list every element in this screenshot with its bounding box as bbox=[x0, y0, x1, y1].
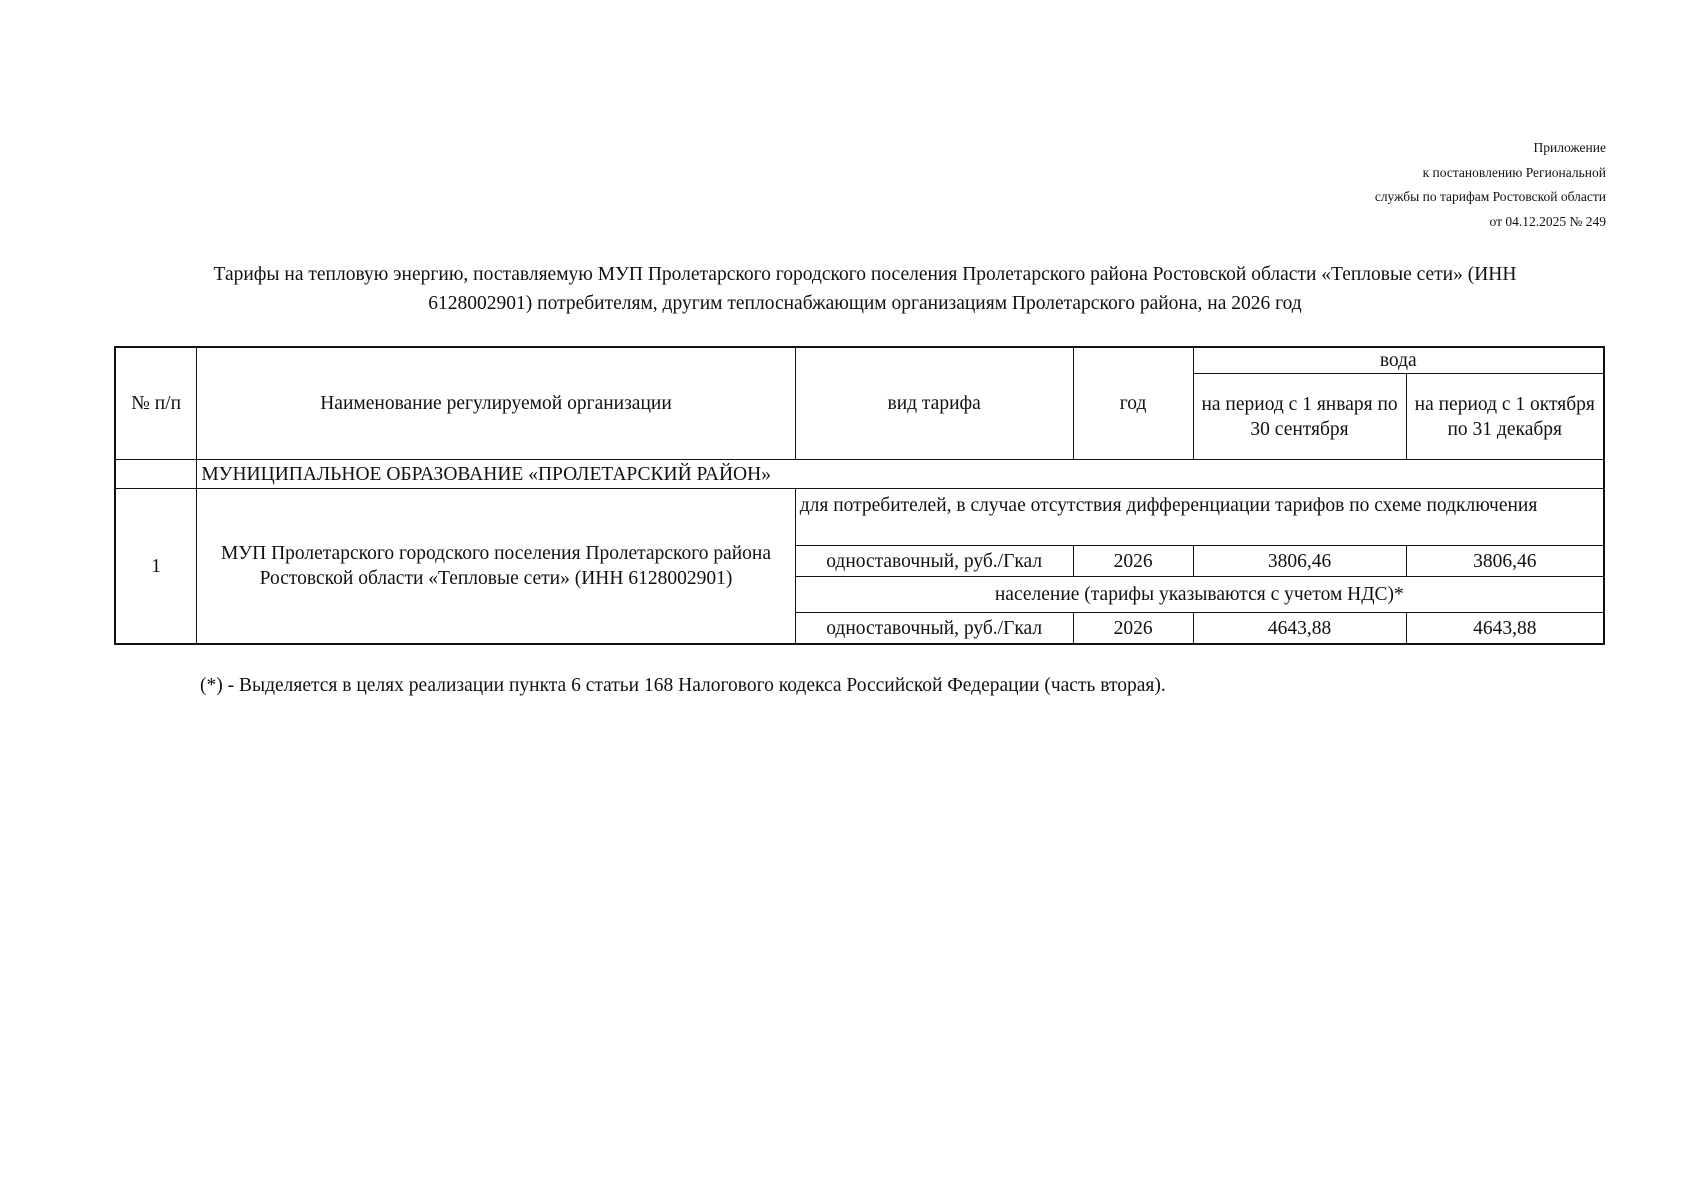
empty-cell bbox=[115, 460, 197, 489]
period2-cell: 4643,88 bbox=[1406, 613, 1604, 645]
document-title bbox=[130, 260, 1600, 318]
table-header-row bbox=[115, 347, 1604, 374]
tariff-type-cell: одноставочный, руб./Гкал bbox=[795, 546, 1073, 577]
row-org: МУП Пролетарского городского поселения Пролетарского района Ростовской области «Тепловые сети» (ИНН 6128002901) bbox=[197, 489, 795, 645]
header-period2: на период с 1 октября по 31 декабря bbox=[1406, 374, 1604, 460]
tariff-table bbox=[114, 346, 1605, 645]
header-period1: на период с 1 января по 30 сентября bbox=[1193, 374, 1406, 460]
header-water: вода bbox=[1193, 347, 1604, 374]
table-row bbox=[115, 460, 1604, 489]
appendix-line: Приложение bbox=[1533, 140, 1606, 155]
period1-cell: 4643,88 bbox=[1193, 613, 1406, 645]
appendix-line: к постановлению Региональной bbox=[1422, 164, 1606, 180]
row-num: 1 bbox=[115, 489, 197, 645]
period1-cell: 3806,46 bbox=[1193, 546, 1406, 577]
population-label: население (тарифы указываются с учетом НДС)* bbox=[795, 577, 1604, 613]
title-line: 6128002901) потребителям, другим теплоснабжающим организациям Пролетарского района, на 2026 год bbox=[428, 293, 1302, 314]
header-num: № п/п bbox=[115, 347, 197, 460]
title-line: Тарифы на тепловую энергию, поставляемую МУП Пролетарского городского поселения Пролетарского района Ростовской области «Тепловые сети» (ИНН bbox=[213, 264, 1517, 285]
header-org: Наименование регулируемой организации bbox=[197, 347, 795, 460]
year-cell: 2026 bbox=[1073, 613, 1193, 645]
tariff-type-cell: одноставочный, руб./Гкал bbox=[795, 613, 1073, 645]
appendix-line: от 04.12.2025 № 249 bbox=[1489, 213, 1606, 229]
consumers-label: для потребителей, в случае отсутствия дифференциации тарифов по схеме подключения bbox=[795, 489, 1604, 546]
period2-cell: 3806,46 bbox=[1406, 546, 1604, 577]
header-year: год bbox=[1073, 347, 1193, 460]
appendix-line: службы по тарифам Ростовской области bbox=[1374, 189, 1606, 204]
footnote: (*) - Выделяется в целях реализации пункта 6 статьи 168 Налогового кодекса Российской Федерации (часть вторая). bbox=[200, 675, 1166, 696]
table-row bbox=[115, 489, 1604, 546]
municipality-label: МУНИЦИПАЛЬНОЕ ОБРАЗОВАНИЕ «ПРОЛЕТАРСКИЙ РАЙОН» bbox=[197, 460, 1604, 489]
header-tariff-type: вид тарифа bbox=[795, 347, 1073, 460]
year-cell: 2026 bbox=[1073, 546, 1193, 577]
appendix-block bbox=[1186, 136, 1606, 234]
